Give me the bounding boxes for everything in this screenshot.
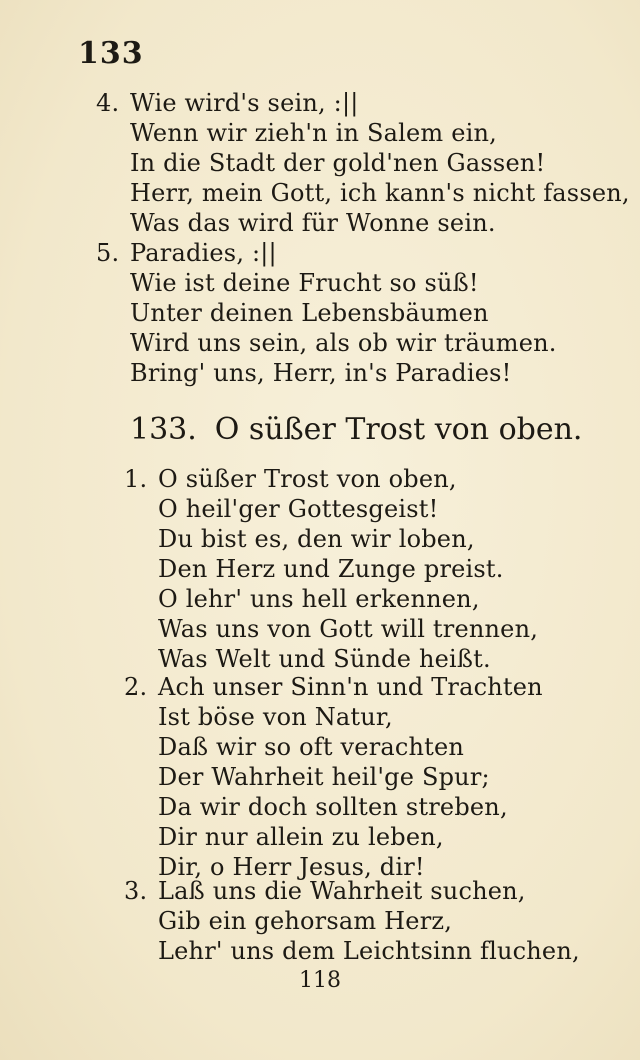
verse-line: Der Wahrheit heil'ge Spur;: [158, 763, 490, 791]
verse-line: Daß wir so oft verachten: [158, 733, 465, 761]
verse-number: 4.: [96, 89, 120, 117]
verse-line: 4. Wie wird's sein, :||: [96, 89, 359, 117]
verse-line: Wie ist deine Frucht so süß!: [130, 269, 479, 297]
running-head-hymn-number: 133: [78, 36, 144, 71]
verse-line: O heil'ger Gottesgeist!: [158, 495, 439, 523]
verse-line: Ist böse von Natur,: [158, 703, 393, 731]
verse-line: Du bist es, den wir loben,: [158, 525, 475, 553]
prev-verse-4: [96, 88, 630, 238]
verse-number: 1.: [124, 465, 148, 493]
verse-line: Was Welt und Sünde heißt.: [158, 645, 491, 673]
hymn-title-text: O süßer Trost von oben.: [214, 412, 583, 447]
verse-line: Bring' uns, Herr, in's Paradies!: [130, 359, 512, 387]
verse-number: 2.: [124, 673, 148, 701]
verse-line: Unter deinen Lebensbäumen: [130, 299, 489, 327]
verse-line: Was uns von Gott will trennen,: [158, 615, 539, 643]
verse-line: Dir nur allein zu leben,: [158, 823, 444, 851]
verse-line: Was das wird für Wonne sein.: [130, 209, 496, 237]
verse-line: 5. Paradies, :||: [96, 239, 277, 267]
hymn-title: [130, 412, 582, 447]
verse-line: 2. Ach unser Sinn'n und Trachten: [124, 673, 543, 701]
verse-line: Lehr' uns dem Leichtsinn fluchen,: [158, 937, 580, 965]
verse-line: 1. O süßer Trost von oben,: [124, 465, 457, 493]
verse-number: 5.: [96, 239, 120, 267]
verse-line: Wenn wir zieh'n in Salem ein,: [130, 119, 497, 147]
prev-verse-5: [96, 238, 557, 388]
verse-line: O lehr' uns hell erkennen,: [158, 585, 480, 613]
verse-line: Wird uns sein, als ob wir träumen.: [130, 329, 557, 357]
verse-line: In die Stadt der gold'nen Gassen!: [130, 149, 546, 177]
page-number: 118: [299, 968, 341, 993]
hymn-number: 133.: [130, 412, 197, 447]
verse-line: Herr, mein Gott, ich kann's nicht fassen,: [130, 179, 630, 207]
verse-line: Dir, o Herr Jesus, dir!: [158, 853, 425, 881]
verse-line: 3. Laß uns die Wahrheit suchen,: [124, 877, 526, 905]
verse-line: Da wir doch sollten streben,: [158, 793, 508, 821]
verse-number: 3.: [124, 877, 148, 905]
verse-line: Gib ein gehorsam Herz,: [158, 907, 453, 935]
verse-line: Den Herz und Zunge preist.: [158, 555, 504, 583]
hymn-verse-3: [124, 876, 580, 966]
hymn-verse-2: [124, 672, 543, 882]
hymn-verse-1: [124, 464, 538, 674]
